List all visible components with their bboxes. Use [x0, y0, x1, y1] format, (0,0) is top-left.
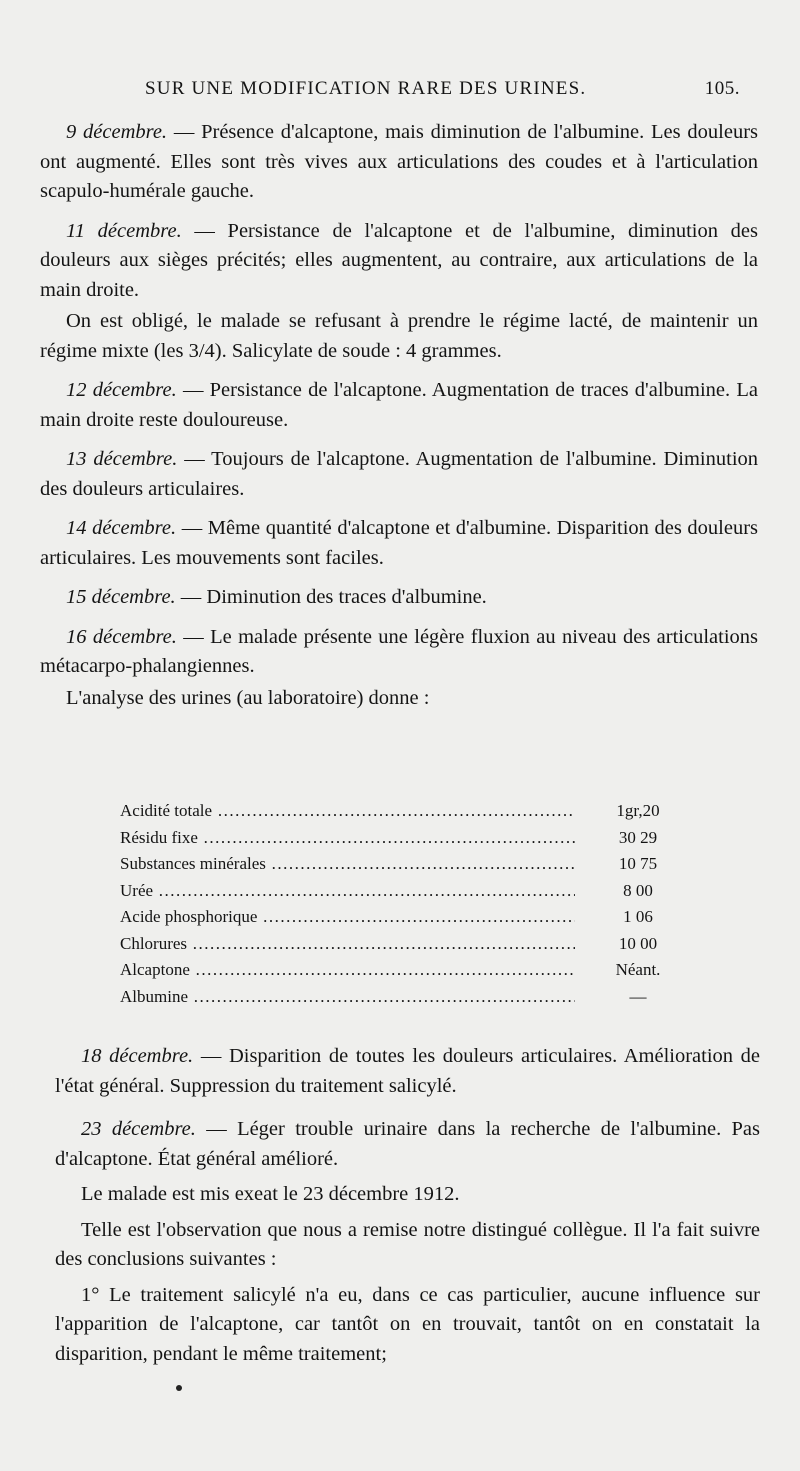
row-value: 8 00 [588, 878, 688, 905]
entry-text: 1° Le traitement salicylé n'a eu, dans ce cas particulier, aucune influence sur l'apparition de l'alcaptone, car tantôt on en trouvait, tantôt on en constatait la disparition, pendant le même traitement; [55, 1283, 760, 1365]
entry-text: — Présence d'alcaptone, mais diminution de l'albumine. Les douleurs ont augmenté. Elles sont très vives aux articulations des coudes et à l'articulation scapulo-humérale gauche. [40, 121, 758, 202]
body-text-lower [55, 1042, 760, 1375]
table-row [120, 798, 700, 825]
entry-date: 14 décembre. [66, 517, 177, 539]
entry-text: — Diminution des traces d'albumine. [175, 586, 487, 608]
row-value: 10 75 [588, 851, 688, 878]
entry-date: 15 décembre. [66, 586, 176, 608]
paragraph-conclusion-1 [55, 1281, 760, 1370]
entry-text: — Léger trouble urinaire dans la recherche de l'albumine. Pas d'alcaptone. État général amélioré. [55, 1118, 761, 1170]
paragraph-18-decembre [55, 1042, 760, 1101]
entry-date: 16 décembre. [66, 625, 177, 648]
row-label: Urée ..... [120, 878, 575, 905]
entry-text: — Toujours de l'alcaptone. Augmentation de l'albumine. Diminution des douleurs articulaires. [40, 448, 759, 500]
paragraph-analyse-intro [40, 684, 758, 714]
row-label: Chlorures ..... [120, 931, 575, 958]
row-value: 1gr,20 [588, 798, 688, 825]
print-speck [176, 1385, 182, 1391]
entry-text: — Persistance de l'alcaptone et de l'albumine, diminution des douleurs aux sièges précités; elles augmentent, au contraire, aux articulations de la main droite. [40, 219, 758, 301]
table-row [120, 931, 700, 958]
paragraph-23-decembre [55, 1115, 760, 1174]
entry-text: On est obligé, le malade se refusant à prendre le régime lacté, de maintenir un régime mixte (les 3/4). Salicylate de soude : 4 grammes. [40, 310, 758, 362]
row-value: 1 06 [588, 904, 688, 931]
row-label: Substances minérales ..... [120, 851, 575, 878]
row-label: Acide phosphorique ..... [120, 904, 575, 931]
paragraph-regime [40, 307, 758, 366]
entry-date: 23 décembre. [81, 1118, 196, 1140]
table-row [120, 904, 700, 931]
paragraph-exeat [55, 1180, 760, 1210]
entry-date: 18 décembre. [81, 1045, 194, 1067]
row-label: Acidité totale ..... [120, 798, 575, 825]
row-value: — [588, 984, 688, 1011]
page-number: 105. [704, 78, 740, 99]
entry-date: 11 décembre. [66, 219, 182, 242]
entry-text: — Le malade présente une légère fluxion au niveau des articulations métacarpo-phalangiennes. [40, 625, 758, 677]
entry-date: 13 décembre. [66, 448, 178, 470]
entry-text: — Même quantité d'alcaptone et d'albumine. Disparition des douleurs articulaires. Les mouvements sont faciles. [40, 517, 758, 569]
table-row [120, 851, 700, 878]
paragraph-13-decembre [40, 445, 758, 504]
entry-text: Le malade est mis exeat le 23 décembre 1912. [81, 1183, 460, 1205]
running-header [145, 78, 740, 108]
row-label: Albumine ..... [120, 984, 575, 1011]
table-row [120, 957, 700, 984]
table-row [120, 984, 700, 1011]
row-label: Résidu fixe ..... [120, 825, 575, 852]
paragraph-15-decembre [40, 583, 758, 613]
paragraph-16-decembre [40, 623, 758, 682]
paragraph-9-decembre [40, 118, 758, 207]
row-value: Néant. [588, 957, 688, 984]
paragraph-11-decembre [40, 217, 758, 306]
row-value: 30 29 [588, 825, 688, 852]
row-label: Alcaptone ..... [120, 957, 575, 984]
entry-date: 9 décembre. [66, 121, 168, 143]
entry-date: 12 décembre. [66, 379, 177, 401]
row-value: 10 00 [588, 931, 688, 958]
paragraph-12-decembre [40, 376, 758, 435]
entry-text: Telle est l'observation que nous a remise notre distingué collègue. Il l'a fait suivre des conclusions suivantes : [55, 1218, 760, 1270]
table-row [120, 825, 700, 852]
table-row [120, 878, 700, 905]
paragraph-observation [55, 1216, 760, 1275]
urine-analysis-table [120, 798, 700, 1010]
entry-text: — Disparition de toutes les douleurs articulaires. Amélioration de l'état général. Suppression du traitement salicylé. [55, 1045, 761, 1097]
body-text-upper [40, 118, 758, 723]
entry-text: L'analyse des urines (au laboratoire) donne : [66, 686, 430, 709]
entry-text: — Persistance de l'alcaptone. Augmentation de traces d'albumine. La main droite reste douloureuse. [40, 379, 758, 431]
running-title: SUR UNE MODIFICATION RARE DES URINES. [145, 78, 587, 99]
paragraph-14-decembre [40, 514, 758, 573]
